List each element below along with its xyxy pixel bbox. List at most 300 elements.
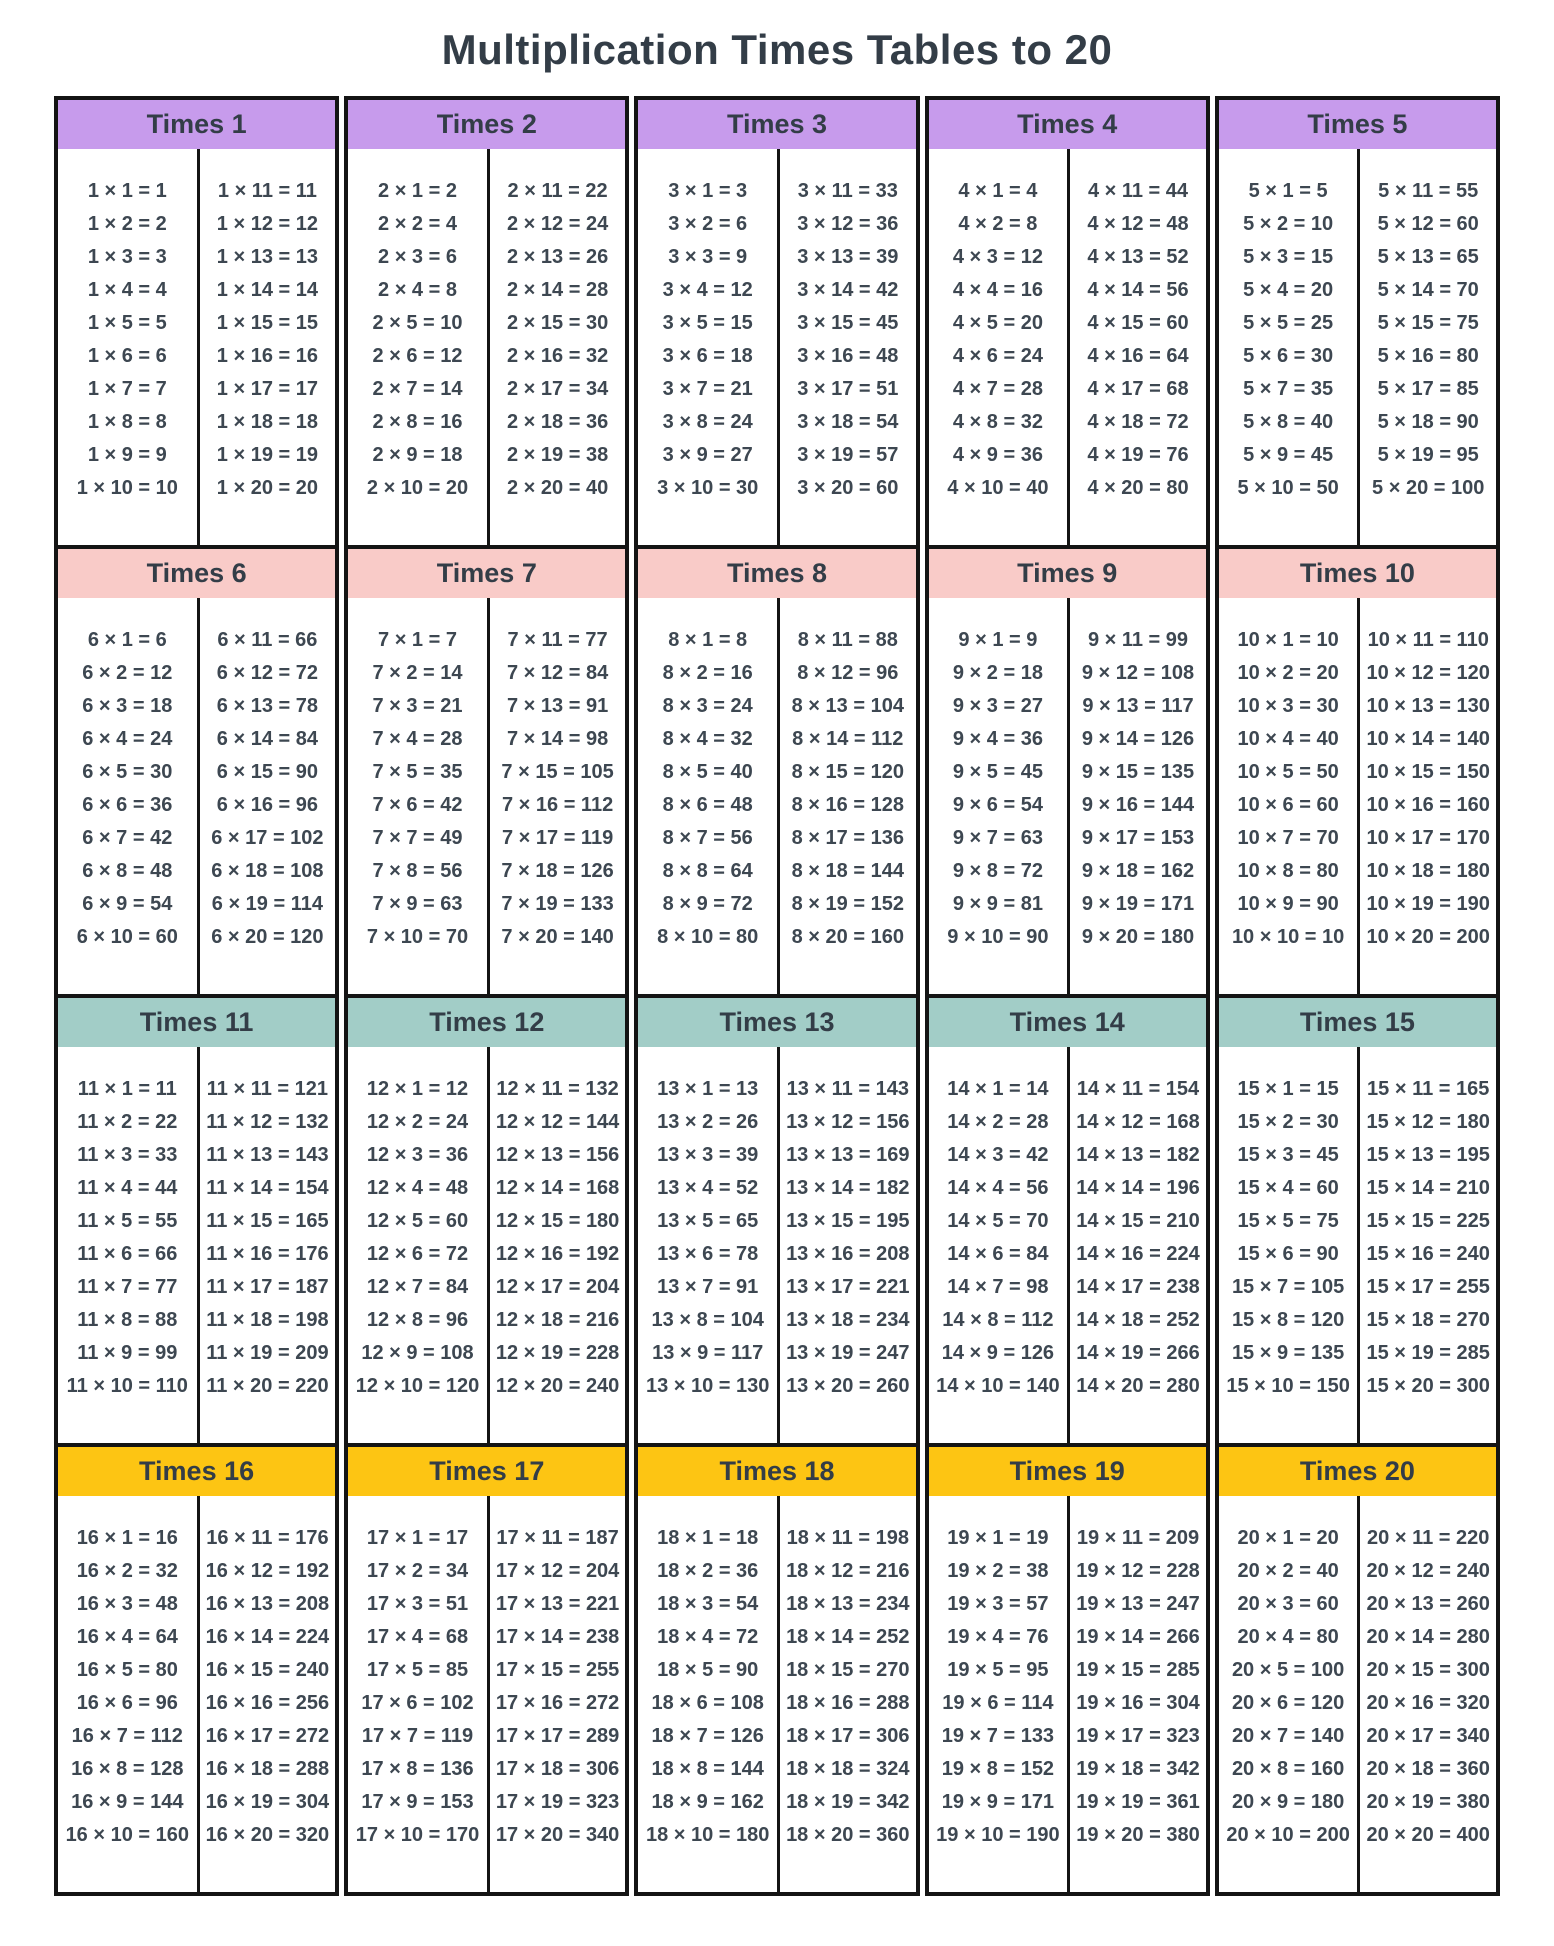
fact-cell: 2 × 9 = 18: [372, 444, 463, 466]
table-body: [58, 149, 335, 545]
table-body: [1219, 1496, 1496, 1892]
fact-cell: 16 × 14 = 224: [205, 1626, 330, 1648]
fact-cell: 5 × 13 = 65: [1377, 246, 1479, 268]
times-table-18: [634, 1443, 919, 1896]
fact-cell: 11 × 13 = 143: [206, 1144, 329, 1166]
fact-cell: 12 × 6 = 72: [366, 1243, 469, 1265]
fact-cell: 6 × 3 = 18: [82, 695, 173, 717]
fact-cell: 3 × 3 = 9: [668, 246, 748, 268]
fact-cell: 13 × 15 = 195: [786, 1210, 910, 1232]
fact-cell: 20 × 15 = 300: [1366, 1659, 1490, 1681]
fact-cell: 7 × 19 = 133: [501, 893, 614, 915]
facts-column-11-20: [487, 1047, 626, 1443]
fact-cell: 7 × 8 = 56: [372, 860, 463, 882]
fact-cell: 19 × 16 = 304: [1076, 1692, 1200, 1714]
fact-cell: 18 × 20 = 360: [786, 1824, 910, 1846]
fact-cell: 14 × 11 = 154: [1076, 1078, 1200, 1100]
facts-column-1-10: [929, 1047, 1068, 1443]
facts-column-11-20: [1067, 149, 1206, 545]
fact-cell: 7 × 6 = 42: [372, 794, 463, 816]
fact-cell: 14 × 20 = 280: [1076, 1375, 1200, 1397]
table-body: [348, 149, 625, 545]
fact-cell: 1 × 20 = 20: [216, 477, 318, 499]
fact-cell: 16 × 3 = 48: [76, 1593, 178, 1615]
fact-cell: 15 × 7 = 105: [1231, 1276, 1345, 1298]
fact-cell: 17 × 18 = 306: [495, 1758, 620, 1780]
fact-cell: 17 × 13 = 221: [495, 1593, 620, 1615]
fact-cell: 5 × 3 = 15: [1243, 246, 1334, 268]
fact-cell: 2 × 12 = 24: [506, 213, 609, 235]
fact-cell: 5 × 15 = 75: [1377, 312, 1479, 334]
fact-cell: 12 × 12 = 144: [495, 1111, 620, 1133]
fact-cell: 6 × 19 = 114: [211, 893, 323, 915]
fact-cell: 15 × 18 = 270: [1366, 1309, 1490, 1331]
fact-cell: 6 × 20 = 120: [211, 926, 324, 948]
fact-cell: 18 × 2 = 36: [657, 1560, 759, 1582]
fact-cell: 12 × 19 = 228: [495, 1342, 620, 1364]
fact-cell: 10 × 9 = 90: [1237, 893, 1339, 915]
fact-cell: 6 × 11 = 66: [217, 629, 318, 651]
fact-cell: 15 × 16 = 240: [1366, 1243, 1490, 1265]
fact-cell: 11 × 6 = 66: [77, 1243, 178, 1265]
fact-cell: 16 × 20 = 320: [205, 1824, 330, 1846]
fact-cell: 11 × 7 = 77: [77, 1276, 178, 1298]
fact-cell: 10 × 2 = 20: [1237, 662, 1339, 684]
fact-cell: 12 × 15 = 180: [495, 1210, 620, 1232]
facts-column-1-10: [638, 149, 777, 545]
table-title: Times 13: [638, 998, 915, 1047]
fact-cell: 4 × 20 = 80: [1087, 477, 1189, 499]
fact-cell: 12 × 9 = 108: [361, 1342, 474, 1364]
facts-column-1-10: [58, 1496, 197, 1892]
fact-cell: 5 × 20 = 100: [1372, 477, 1485, 499]
fact-cell: 10 × 6 = 60: [1237, 794, 1339, 816]
fact-cell: 6 × 13 = 78: [216, 695, 318, 717]
fact-cell: 12 × 5 = 60: [366, 1210, 469, 1232]
table-title: Times 12: [348, 998, 625, 1047]
tables-row-4: [54, 1443, 1500, 1896]
fact-cell: 20 × 18 = 360: [1366, 1758, 1490, 1780]
facts-column-1-10: [1219, 149, 1358, 545]
fact-cell: 18 × 4 = 72: [657, 1626, 759, 1648]
times-table-15: [1215, 994, 1500, 1447]
times-table-16: [54, 1443, 339, 1896]
fact-cell: 2 × 5 = 10: [372, 312, 463, 334]
fact-cell: 8 × 4 = 32: [662, 728, 753, 750]
fact-cell: 16 × 6 = 96: [76, 1692, 178, 1714]
fact-cell: 1 × 9 = 9: [87, 444, 167, 466]
fact-cell: 1 × 7 = 7: [87, 378, 167, 400]
fact-cell: 18 × 17 = 306: [786, 1725, 910, 1747]
fact-cell: 6 × 15 = 90: [216, 761, 318, 783]
fact-cell: 20 × 11 = 220: [1367, 1527, 1490, 1549]
fact-cell: 18 × 1 = 18: [657, 1527, 759, 1549]
fact-cell: 13 × 20 = 260: [786, 1375, 910, 1397]
fact-cell: 10 × 17 = 170: [1366, 827, 1490, 849]
fact-cell: 15 × 3 = 45: [1237, 1144, 1339, 1166]
table-title: Times 2: [348, 100, 625, 149]
fact-cell: 7 × 12 = 84: [506, 662, 609, 684]
fact-cell: 18 × 3 = 54: [657, 1593, 759, 1615]
fact-cell: 12 × 4 = 48: [366, 1177, 469, 1199]
fact-cell: 14 × 9 = 126: [941, 1342, 1055, 1364]
fact-cell: 13 × 19 = 247: [786, 1342, 910, 1364]
fact-cell: 2 × 17 = 34: [506, 378, 609, 400]
page-title: Multiplication Times Tables to 20: [441, 26, 1113, 73]
fact-cell: 11 × 10 = 110: [66, 1375, 188, 1397]
table-body: [1219, 598, 1496, 994]
fact-cell: 9 × 9 = 81: [952, 893, 1043, 915]
fact-cell: 19 × 12 = 228: [1076, 1560, 1200, 1582]
times-table-2: [344, 96, 629, 549]
fact-cell: 2 × 2 = 4: [378, 213, 457, 235]
fact-cell: 4 × 7 = 28: [952, 378, 1043, 400]
facts-column-1-10: [929, 1496, 1068, 1892]
facts-column-11-20: [1357, 149, 1496, 545]
facts-column-11-20: [487, 1496, 626, 1892]
fact-cell: 16 × 18 = 288: [205, 1758, 330, 1780]
fact-cell: 1 × 13 = 13: [216, 246, 318, 268]
table-body: [638, 149, 915, 545]
fact-cell: 11 × 4 = 44: [77, 1177, 178, 1199]
fact-cell: 4 × 16 = 64: [1087, 345, 1189, 367]
fact-cell: 16 × 19 = 304: [205, 1791, 330, 1813]
fact-cell: 3 × 14 = 42: [797, 279, 899, 301]
table-body: [929, 1496, 1206, 1892]
fact-cell: 10 × 18 = 180: [1366, 860, 1490, 882]
fact-cell: 8 × 6 = 48: [662, 794, 753, 816]
fact-cell: 4 × 18 = 72: [1087, 411, 1189, 433]
facts-column-1-10: [58, 598, 197, 994]
fact-cell: 14 × 3 = 42: [947, 1144, 1049, 1166]
fact-cell: 11 × 5 = 55: [77, 1210, 178, 1232]
fact-cell: 6 × 4 = 24: [82, 728, 173, 750]
fact-cell: 4 × 17 = 68: [1087, 378, 1189, 400]
times-table-8: [634, 545, 919, 998]
fact-cell: 6 × 10 = 60: [76, 926, 178, 948]
table-body: [1219, 149, 1496, 545]
fact-cell: 4 × 4 = 16: [952, 279, 1043, 301]
facts-column-11-20: [487, 598, 626, 994]
fact-cell: 16 × 1 = 16: [76, 1527, 178, 1549]
facts-column-11-20: [487, 149, 626, 545]
table-title: Times 9: [929, 549, 1206, 598]
fact-cell: 18 × 7 = 126: [651, 1725, 764, 1747]
times-table-5: [1215, 96, 1500, 549]
fact-cell: 19 × 14 = 266: [1076, 1626, 1200, 1648]
fact-cell: 12 × 16 = 192: [495, 1243, 620, 1265]
fact-cell: 16 × 5 = 80: [76, 1659, 178, 1681]
fact-cell: 9 × 20 = 180: [1081, 926, 1195, 948]
fact-cell: 10 × 8 = 80: [1237, 860, 1339, 882]
fact-cell: 9 × 8 = 72: [952, 860, 1043, 882]
fact-cell: 10 × 5 = 50: [1237, 761, 1339, 783]
fact-cell: 14 × 13 = 182: [1076, 1144, 1200, 1166]
fact-cell: 14 × 8 = 112: [942, 1309, 1054, 1331]
fact-cell: 3 × 8 = 24: [662, 411, 753, 433]
fact-cell: 12 × 7 = 84: [366, 1276, 469, 1298]
fact-cell: 8 × 8 = 64: [662, 860, 753, 882]
fact-cell: 19 × 13 = 247: [1076, 1593, 1200, 1615]
fact-cell: 19 × 7 = 133: [941, 1725, 1055, 1747]
fact-cell: 16 × 13 = 208: [205, 1593, 330, 1615]
fact-cell: 20 × 7 = 140: [1231, 1725, 1345, 1747]
times-table-20: [1215, 1443, 1500, 1896]
table-body: [348, 1047, 625, 1443]
fact-cell: 16 × 12 = 192: [205, 1560, 330, 1582]
fact-cell: 12 × 1 = 12: [366, 1078, 469, 1100]
fact-cell: 20 × 12 = 240: [1366, 1560, 1490, 1582]
fact-cell: 17 × 1 = 17: [366, 1527, 469, 1549]
fact-cell: 19 × 3 = 57: [947, 1593, 1049, 1615]
fact-cell: 5 × 10 = 50: [1237, 477, 1339, 499]
fact-cell: 1 × 15 = 15: [216, 312, 318, 334]
fact-cell: 1 × 12 = 12: [216, 213, 318, 235]
fact-cell: 2 × 15 = 30: [506, 312, 609, 334]
fact-cell: 7 × 11 = 77: [507, 629, 608, 651]
fact-cell: 14 × 1 = 14: [947, 1078, 1049, 1100]
facts-column-1-10: [348, 1496, 487, 1892]
fact-cell: 19 × 6 = 114: [942, 1692, 1054, 1714]
fact-cell: 15 × 12 = 180: [1366, 1111, 1490, 1133]
facts-column-1-10: [638, 1047, 777, 1443]
fact-cell: 20 × 20 = 400: [1366, 1824, 1490, 1846]
fact-cell: 19 × 9 = 171: [941, 1791, 1055, 1813]
fact-cell: 13 × 11 = 143: [786, 1078, 909, 1100]
fact-cell: 15 × 10 = 150: [1226, 1375, 1350, 1397]
fact-cell: 17 × 12 = 204: [495, 1560, 620, 1582]
facts-column-1-10: [929, 149, 1068, 545]
table-body: [929, 149, 1206, 545]
fact-cell: 8 × 14 = 112: [792, 728, 904, 750]
fact-cell: 4 × 19 = 76: [1087, 444, 1189, 466]
fact-cell: 3 × 2 = 6: [668, 213, 748, 235]
times-table-7: [344, 545, 629, 998]
fact-cell: 9 × 5 = 45: [952, 761, 1043, 783]
fact-cell: 9 × 3 = 27: [952, 695, 1043, 717]
fact-cell: 16 × 17 = 272: [205, 1725, 330, 1747]
fact-cell: 5 × 1 = 5: [1248, 180, 1328, 202]
fact-cell: 4 × 12 = 48: [1087, 213, 1189, 235]
fact-cell: 7 × 17 = 119: [501, 827, 614, 849]
fact-cell: 15 × 13 = 195: [1366, 1144, 1490, 1166]
fact-cell: 7 × 4 = 28: [372, 728, 463, 750]
fact-cell: 17 × 6 = 102: [361, 1692, 474, 1714]
facts-column-1-10: [1219, 1496, 1358, 1892]
fact-cell: 10 × 14 = 140: [1366, 728, 1490, 750]
fact-cell: 6 × 14 = 84: [216, 728, 318, 750]
fact-cell: 13 × 12 = 156: [786, 1111, 910, 1133]
fact-cell: 8 × 20 = 160: [791, 926, 904, 948]
fact-cell: 16 × 16 = 256: [205, 1692, 330, 1714]
fact-cell: 3 × 19 = 57: [797, 444, 899, 466]
fact-cell: 11 × 18 = 198: [206, 1309, 329, 1331]
fact-cell: 14 × 12 = 168: [1076, 1111, 1200, 1133]
fact-cell: 6 × 12 = 72: [216, 662, 318, 684]
fact-cell: 16 × 2 = 32: [76, 1560, 178, 1582]
times-table-13: [634, 994, 919, 1447]
times-table-10: [1215, 545, 1500, 998]
fact-cell: 4 × 1 = 4: [958, 180, 1038, 202]
fact-cell: 10 × 10 = 10: [1231, 926, 1345, 948]
fact-cell: 10 × 20 = 200: [1366, 926, 1490, 948]
fact-cell: 9 × 2 = 18: [952, 662, 1043, 684]
fact-cell: 1 × 11 = 11: [217, 180, 317, 202]
fact-cell: 6 × 1 = 6: [87, 629, 167, 651]
facts-column-11-20: [1067, 1047, 1206, 1443]
fact-cell: 9 × 13 = 117: [1082, 695, 1194, 717]
fact-cell: 11 × 16 = 176: [206, 1243, 329, 1265]
fact-cell: 11 × 17 = 187: [206, 1276, 329, 1298]
fact-cell: 2 × 10 = 20: [366, 477, 469, 499]
fact-cell: 3 × 18 = 54: [797, 411, 899, 433]
tables-row-2: [54, 545, 1500, 998]
fact-cell: 16 × 15 = 240: [205, 1659, 330, 1681]
fact-cell: 8 × 16 = 128: [791, 794, 904, 816]
fact-cell: 10 × 1 = 10: [1237, 629, 1339, 651]
fact-cell: 14 × 2 = 28: [947, 1111, 1049, 1133]
fact-cell: 20 × 19 = 380: [1366, 1791, 1490, 1813]
facts-column-1-10: [1219, 598, 1358, 994]
fact-cell: 5 × 11 = 55: [1378, 180, 1479, 202]
fact-cell: 18 × 6 = 108: [651, 1692, 764, 1714]
fact-cell: 6 × 17 = 102: [211, 827, 324, 849]
fact-cell: 15 × 9 = 135: [1231, 1342, 1345, 1364]
fact-cell: 2 × 13 = 26: [506, 246, 609, 268]
table-body: [638, 598, 915, 994]
fact-cell: 20 × 6 = 120: [1231, 1692, 1345, 1714]
fact-cell: 2 × 4 = 8: [378, 279, 457, 301]
table-body: [1219, 1047, 1496, 1443]
fact-cell: 9 × 6 = 54: [952, 794, 1043, 816]
fact-cell: 10 × 12 = 120: [1366, 662, 1490, 684]
fact-cell: 5 × 19 = 95: [1377, 444, 1479, 466]
fact-cell: 15 × 6 = 90: [1237, 1243, 1339, 1265]
fact-cell: 1 × 1 = 1: [87, 180, 167, 202]
fact-cell: 5 × 5 = 25: [1243, 312, 1334, 334]
fact-cell: 11 × 12 = 132: [206, 1111, 329, 1133]
table-title: Times 11: [58, 998, 335, 1047]
fact-cell: 4 × 5 = 20: [952, 312, 1043, 334]
fact-cell: 2 × 16 = 32: [506, 345, 609, 367]
fact-cell: 20 × 13 = 260: [1366, 1593, 1490, 1615]
fact-cell: 19 × 18 = 342: [1076, 1758, 1200, 1780]
facts-column-1-10: [348, 149, 487, 545]
fact-cell: 2 × 3 = 6: [378, 246, 457, 268]
fact-cell: 19 × 11 = 209: [1076, 1527, 1200, 1549]
tables-grid: [54, 96, 1500, 1896]
fact-cell: 1 × 10 = 10: [76, 477, 178, 499]
fact-cell: 15 × 4 = 60: [1237, 1177, 1339, 1199]
fact-cell: 18 × 19 = 342: [786, 1791, 910, 1813]
fact-cell: 3 × 9 = 27: [662, 444, 753, 466]
fact-cell: 10 × 13 = 130: [1366, 695, 1490, 717]
fact-cell: 18 × 5 = 90: [657, 1659, 759, 1681]
facts-column-1-10: [929, 598, 1068, 994]
fact-cell: 4 × 15 = 60: [1087, 312, 1189, 334]
fact-cell: 3 × 12 = 36: [797, 213, 899, 235]
fact-cell: 10 × 11 = 110: [1367, 629, 1489, 651]
fact-cell: 7 × 7 = 49: [372, 827, 463, 849]
fact-cell: 9 × 11 = 99: [1087, 629, 1189, 651]
fact-cell: 20 × 14 = 280: [1366, 1626, 1490, 1648]
facts-column-1-10: [638, 598, 777, 994]
fact-cell: 8 × 18 = 144: [791, 860, 904, 882]
facts-column-1-10: [58, 1047, 197, 1443]
fact-cell: 15 × 11 = 165: [1367, 1078, 1490, 1100]
fact-cell: 11 × 19 = 209: [206, 1342, 329, 1364]
fact-cell: 5 × 17 = 85: [1377, 378, 1479, 400]
table-body: [348, 1496, 625, 1892]
fact-cell: 20 × 2 = 40: [1237, 1560, 1339, 1582]
fact-cell: 18 × 14 = 252: [786, 1626, 910, 1648]
table-title: Times 19: [929, 1447, 1206, 1496]
fact-cell: 10 × 15 = 150: [1366, 761, 1490, 783]
table-title: Times 5: [1219, 100, 1496, 149]
fact-cell: 19 × 2 = 38: [947, 1560, 1049, 1582]
fact-cell: 8 × 15 = 120: [791, 761, 904, 783]
fact-cell: 16 × 7 = 112: [71, 1725, 183, 1747]
table-title: Times 20: [1219, 1447, 1496, 1496]
fact-cell: 3 × 15 = 45: [797, 312, 899, 334]
fact-cell: 8 × 7 = 56: [662, 827, 753, 849]
fact-cell: 3 × 13 = 39: [797, 246, 899, 268]
fact-cell: 14 × 18 = 252: [1076, 1309, 1200, 1331]
table-title: Times 16: [58, 1447, 335, 1496]
fact-cell: 11 × 14 = 154: [206, 1177, 329, 1199]
fact-cell: 8 × 2 = 16: [662, 662, 753, 684]
table-body: [58, 1496, 335, 1892]
fact-cell: 14 × 14 = 196: [1076, 1177, 1200, 1199]
fact-cell: 3 × 6 = 18: [662, 345, 753, 367]
fact-cell: 14 × 17 = 238: [1076, 1276, 1200, 1298]
fact-cell: 4 × 9 = 36: [952, 444, 1043, 466]
table-body: [348, 598, 625, 994]
fact-cell: 4 × 13 = 52: [1087, 246, 1189, 268]
fact-cell: 20 × 1 = 20: [1237, 1527, 1339, 1549]
fact-cell: 8 × 13 = 104: [791, 695, 904, 717]
fact-cell: 15 × 1 = 15: [1237, 1078, 1339, 1100]
fact-cell: 17 × 11 = 187: [496, 1527, 619, 1549]
fact-cell: 15 × 8 = 120: [1231, 1309, 1345, 1331]
facts-column-11-20: [1357, 1496, 1496, 1892]
fact-cell: 17 × 20 = 340: [495, 1824, 620, 1846]
table-title: Times 7: [348, 549, 625, 598]
fact-cell: 17 × 14 = 238: [495, 1626, 620, 1648]
fact-cell: 16 × 9 = 144: [71, 1791, 184, 1813]
fact-cell: 17 × 16 = 272: [495, 1692, 620, 1714]
fact-cell: 12 × 2 = 24: [366, 1111, 469, 1133]
facts-column-11-20: [1067, 598, 1206, 994]
fact-cell: 14 × 6 = 84: [947, 1243, 1049, 1265]
fact-cell: 5 × 7 = 35: [1243, 378, 1334, 400]
fact-cell: 3 × 5 = 15: [662, 312, 753, 334]
facts-column-11-20: [777, 1047, 916, 1443]
facts-column-11-20: [777, 1496, 916, 1892]
fact-cell: 1 × 17 = 17: [216, 378, 318, 400]
table-body: [58, 598, 335, 994]
fact-cell: 4 × 8 = 32: [952, 411, 1043, 433]
fact-cell: 3 × 11 = 33: [797, 180, 898, 202]
fact-cell: 13 × 10 = 130: [645, 1375, 770, 1397]
times-table-1: [54, 96, 339, 549]
fact-cell: 6 × 5 = 30: [82, 761, 173, 783]
fact-cell: 15 × 2 = 30: [1237, 1111, 1339, 1133]
fact-cell: 16 × 11 = 176: [206, 1527, 329, 1549]
fact-cell: 9 × 16 = 144: [1081, 794, 1195, 816]
fact-cell: 3 × 1 = 3: [668, 180, 748, 202]
fact-cell: 8 × 17 = 136: [791, 827, 904, 849]
